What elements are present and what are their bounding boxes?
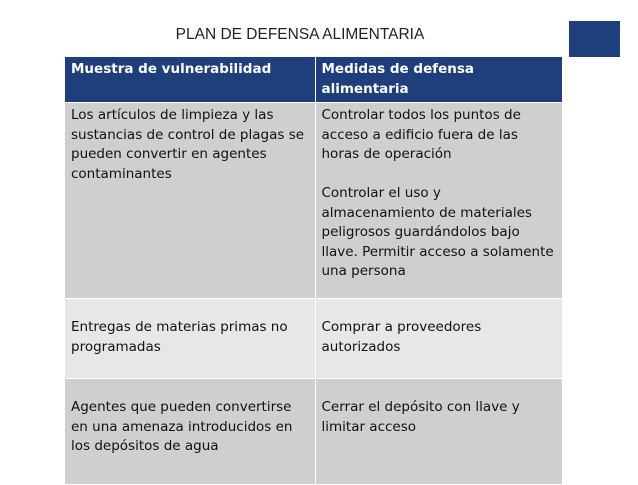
vulnerability-cell: Agentes que pueden convertirse en una amenaza introducidos en los depósitos de agua <box>65 379 315 485</box>
table-row <box>65 299 562 379</box>
page-title: PLAN DE DEFENSA ALIMENTARIA <box>175 26 425 43</box>
defense-plan-table <box>65 57 563 485</box>
decorative-square <box>569 21 620 57</box>
vulnerability-cell: Los artículos de limpieza y las sustancias de control de plagas se pueden convertir en agentes contaminantes <box>65 103 315 299</box>
table-row <box>65 379 562 485</box>
header-measures: Medidas de defensa alimentaria <box>315 57 562 103</box>
measures-cell: Cerrar el depósito con llave y limitar acceso <box>315 379 562 485</box>
measures-cell: Comprar a proveedores autorizados <box>315 299 562 379</box>
measures-cell: Controlar todos los puntos de acceso a edificio fuera de las horas de operación Controlar el uso y almacenamiento de materiales peligrosos guardándolos bajo llave. Permitir acceso a solamente una persona <box>315 103 562 299</box>
header-vulnerability: Muestra de vulnerabilidad <box>65 57 315 103</box>
vulnerability-cell: Entregas de materias primas no programadas <box>65 299 315 379</box>
table-row <box>65 103 562 299</box>
table-header-row <box>65 57 562 103</box>
